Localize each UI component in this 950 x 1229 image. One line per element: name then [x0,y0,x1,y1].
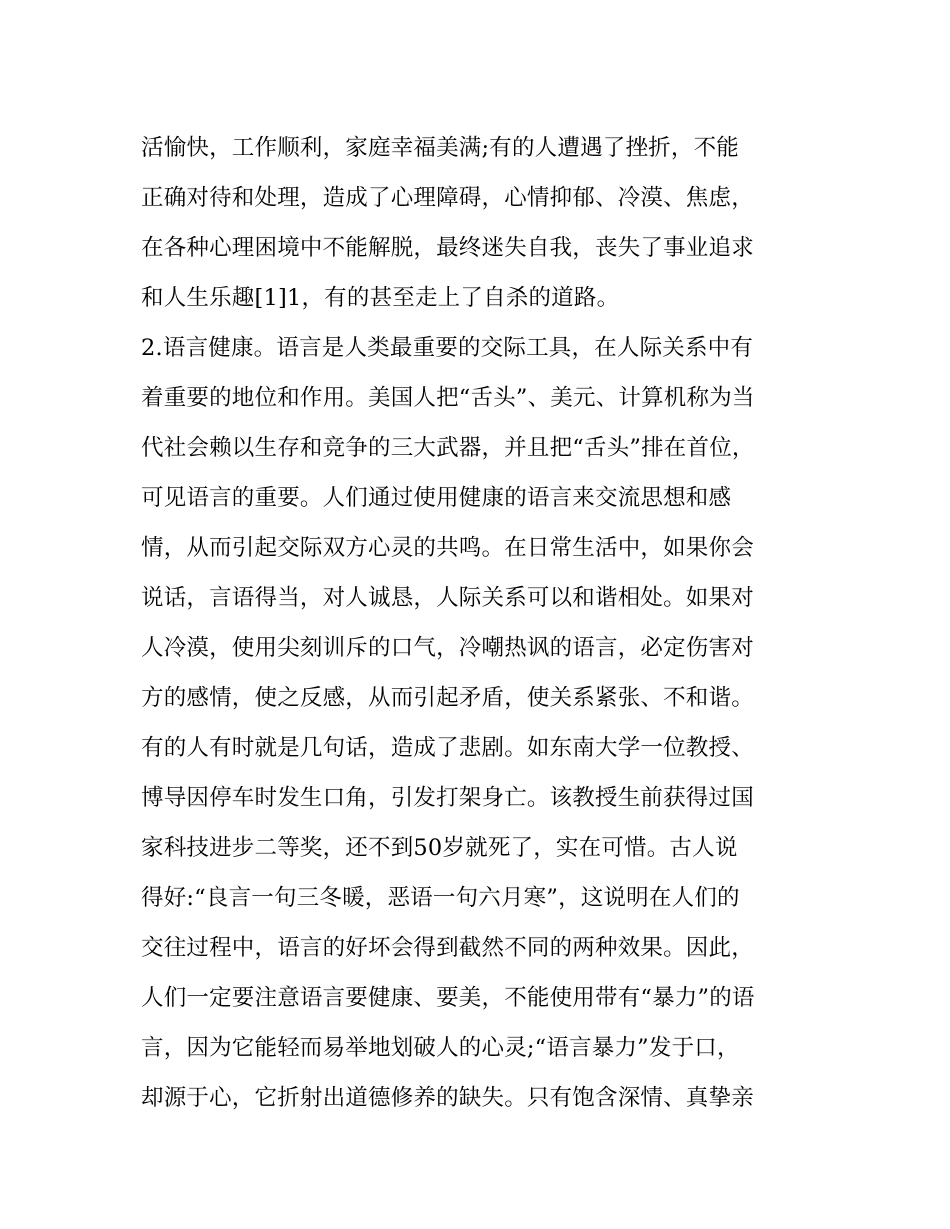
text-line: 交往过程中，语言的好坏会得到截然不同的两种效果。因此， [141,935,754,961]
text-line: 家科技进步二等奖，还不到50岁就死了，实在可惜。古人说 [141,835,738,861]
text-line: 却源于心，它折射出道德修养的缺失。只有饱含深情、真挚亲 [141,1085,754,1111]
text-line: 得好:“良言一句三冬暖，恶语一句六月寒”，这说明在人们的 [141,885,740,911]
text-line: 代社会赖以生存和竞争的三大武器，并且把“舌头”排在首位， [141,435,755,461]
text-line: 2.语言健康。语言是人类最重要的交际工具，在人际关系中有 [141,335,754,361]
text-line: 说话，言语得当，对人诚恳，人际关系可以和谐相处。如果对 [141,585,754,611]
text-line: 可见语言的重要。人们通过使用健康的语言来交流思想和感 [141,485,732,511]
text-line: 情，从而引起交际双方心灵的共鸣。在日常生活中，如果你会 [141,535,754,561]
text-line: 博导因停车时发生口角，引发打架身亡。该教授生前获得过国 [141,785,754,811]
text-line: 人冷漠，使用尖刻训斥的口气，冷嘲热讽的语言，必定伤害对 [141,635,754,661]
text-line: 着重要的地位和作用。美国人把“舌头”、美元、计算机称为当 [141,385,755,411]
text-line: 活愉快，工作顺利，家庭幸福美满;有的人遭遇了挫折，不能 [141,135,739,161]
text-line: 正确对待和处理，造成了心理障碍，心情抑郁、冷漠、焦虑， [141,185,754,211]
text-line: 和人生乐趣[1]1，有的甚至走上了自杀的道路。 [141,285,620,311]
text-line: 言，因为它能轻而易举地划破人的心灵;“语言暴力”发于口， [141,1035,740,1061]
text-line: 方的感情，使之反感，从而引起矛盾，使关系紧张、不和谐。 [141,685,754,711]
text-line: 人们一定要注意语言要健康、要美，不能使用带有“暴力”的语 [141,985,755,1011]
text-line: 有的人有时就是几句话，造成了悲剧。如东南大学一位教授、 [141,735,754,761]
text-line: 在各种心理困境中不能解脱，最终迷失自我，丧失了事业追求 [141,235,754,261]
